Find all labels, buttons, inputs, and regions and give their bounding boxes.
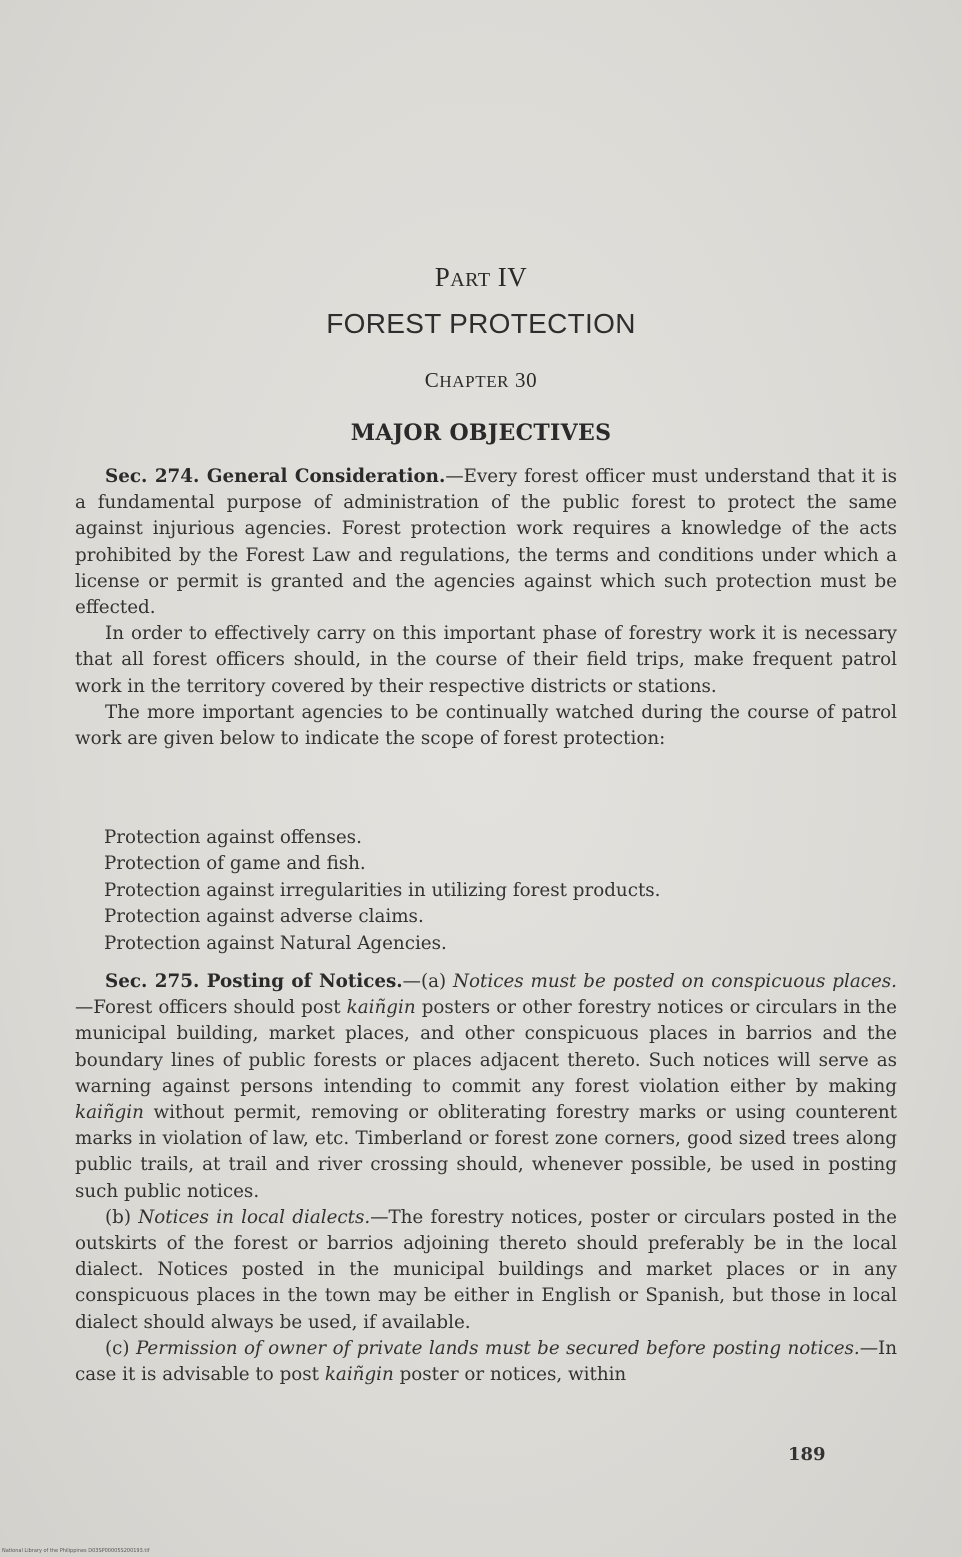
list-item: Protection against irregularities in utilizing forest products.: [104, 879, 661, 901]
kaingin-term: kaiñgin: [346, 997, 416, 1019]
part-heading: [0, 262, 962, 293]
chapter-heading-initial: C: [424, 368, 440, 392]
list-item: Protection against Natural Agencies.: [104, 932, 447, 954]
sec275-a-title: Notices must be posted on conspicuous places.: [453, 971, 897, 992]
chapter-heading-number: 30: [509, 368, 538, 392]
page-number: 189: [788, 1444, 826, 1465]
list-item: Protection of game and fish.: [104, 853, 366, 875]
sec274-label: Sec. 274. General Consideration.: [105, 466, 446, 487]
sec275-b-text: —The forestry notices, poster or circulars posted in the outskirts of the forest or barrios adjoining thereto should preferably be in the local dialect. Notices posted in the municipal buildings and market places or in any conspicuous places in the town may be either in English or Spanish, but those in local dialect should always be used, if available.: [75, 1206, 898, 1333]
sec275-a-text-3: without permit, removing or obliterating forestry marks or using counterent marks in violation of law, etc. Timberland or forest zone corners, good sized trees along public trails, at trail and river crossing should, whenever possible, be used in posting such public notices.: [75, 1102, 897, 1202]
list-item: Protection against adverse claims.: [104, 906, 424, 928]
section-title: FOREST PROTECTION: [326, 308, 636, 339]
sec274-paragraph-2: In order to effectively carry on this important phase of forestry work it is necessary that all forest officers should, in the course of their field trips, make frequent patrol work in the territory covered by their respective districts or stations.: [75, 623, 897, 697]
part-heading-number: IV: [490, 262, 528, 292]
kaingin-term: kaiñgin: [75, 1102, 144, 1124]
sec275-a-marker: —(a): [402, 971, 454, 992]
sec274-paragraph-3: The more important agencies to be continually watched during the course of patrol work are given below to indicate the scope of forest protection:: [75, 701, 897, 750]
sec275-b-title: Notices in local dialects.: [138, 1206, 371, 1228]
sec275-paragraph-c: [75, 1336, 897, 1388]
scan-credit: National Library of the Philippines D03SP00005S200193.tif: [2, 1548, 150, 1554]
sec275-b-marker: (b): [105, 1206, 139, 1228]
part-heading-smallcaps: ART: [450, 269, 491, 291]
sec275-paragraph-a: [75, 969, 897, 1205]
chapter-title: MAJOR OBJECTIVES: [350, 420, 612, 446]
protection-list: [104, 825, 660, 957]
list-item: Protection against offenses.: [104, 827, 362, 848]
sec275-paragraph-b: [75, 1205, 897, 1336]
sec275-c-title: Permission of owner of private lands must be secured before posting notices.: [135, 1337, 860, 1359]
part-heading-initial: P: [434, 262, 451, 292]
chapter-heading-smallcaps: HAPTER: [439, 372, 510, 391]
section-274: [75, 464, 897, 752]
sec275-a-text-2: posters or other forestry notices or circulars in the municipal building, market places, and other conspicuous places in barrios and the boundary lines of public forests or places adjacent thereto. Such notices will serve as warning against persons intending to commit any forest violation either by making: [75, 997, 897, 1097]
chapter-heading: [0, 368, 962, 393]
sec274-paragraph-1: [75, 464, 897, 621]
sec275-c-text-1: —In case it is advisable to post: [75, 1337, 897, 1386]
sec275-a-text-1: —Forest officers should post: [75, 997, 347, 1019]
section-275: [75, 969, 897, 1388]
kaingin-term: kaiñgin: [324, 1364, 394, 1386]
sec275-c-marker: (c): [105, 1337, 136, 1359]
sec275-c-text-2: poster or notices, within: [393, 1364, 627, 1386]
sec274-text: —Every forest officer must understand that it is a fundamental purpose of administration of the public forest to protect the same against injurious agencies. Forest protection work requires a knowledge of the acts prohibited by the Forest Law and regulations, the terms and conditions under which a license or permit is granted and the agencies against which such protection must be effected.: [75, 466, 898, 619]
sec275-label: Sec. 275. Posting of Notices.: [105, 971, 403, 992]
